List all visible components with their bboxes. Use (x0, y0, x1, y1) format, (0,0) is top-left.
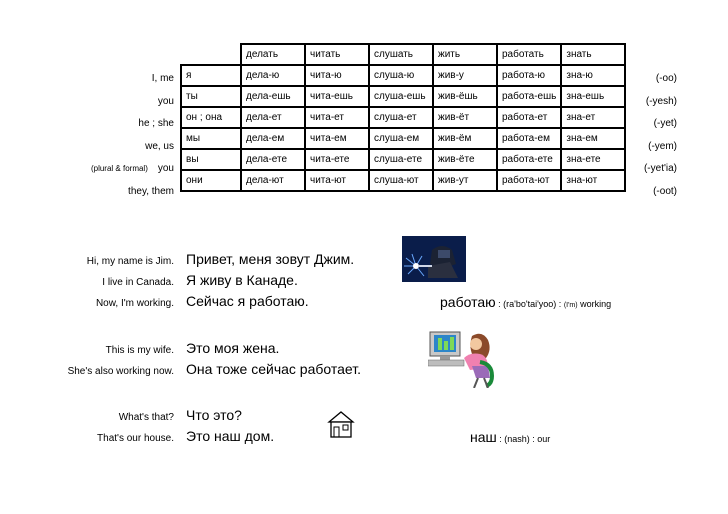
ending-pronunciation: (-yet'ia) (643, 163, 677, 174)
plural-formal-note: (plural & formal) (90, 164, 148, 173)
russian-sentence: Я живу в Канаде. (186, 272, 298, 288)
english-sentence: What's that? (118, 412, 174, 423)
russian-sentence: Это наш дом. (186, 428, 275, 444)
verb-form-cell: работа-ют (497, 170, 561, 191)
english-sentence: Hi, my name is Jim. (86, 256, 174, 267)
vocab-im: (I'm) (563, 302, 578, 309)
person-label-formal (91, 163, 174, 174)
verb-form-cell: жив-ём (433, 128, 497, 149)
vocab-word: наш (470, 429, 497, 445)
table-row (181, 86, 625, 107)
verb-form-cell: дела-ете (241, 149, 305, 170)
verb-header: читать (305, 44, 369, 65)
verb-form-cell: слуша-ет (369, 107, 433, 128)
welder-icon (402, 236, 466, 282)
verb-form-cell: зна-ет (561, 107, 625, 128)
table-row (181, 107, 625, 128)
verb-form-cell: дела-ешь (241, 86, 305, 107)
table-row (181, 65, 625, 86)
verb-form-cell: слуша-ю (369, 65, 433, 86)
verb-form-cell: дела-ем (241, 128, 305, 149)
vocab-note-rabotayu (440, 294, 611, 310)
russian-sentence: Привет, меня зовут Джим. (186, 251, 355, 267)
person-label: you (157, 163, 174, 174)
english-sentence: Now, I'm working. (95, 298, 174, 309)
russian-sentence: Это моя жена. (186, 340, 280, 356)
verb-form-cell: зна-ете (561, 149, 625, 170)
verb-header: работать (497, 44, 561, 65)
verb-form-cell: зна-ем (561, 128, 625, 149)
verb-form-cell: жив-ут (433, 170, 497, 191)
ending-pronunciation: (-yem) (648, 141, 677, 152)
verb-form-cell: чита-ешь (305, 86, 369, 107)
person-label: we, us (145, 141, 174, 152)
english-sentence: This is my wife. (105, 345, 174, 356)
verb-form-cell: зна-ю (561, 65, 625, 86)
pronoun-cell: ты (181, 86, 241, 107)
verb-header-row (181, 44, 625, 65)
vocab-meaning: working (577, 299, 612, 309)
verb-form-cell: работа-ешь (497, 86, 561, 107)
verb-form-cell: жив-ёт (433, 107, 497, 128)
verb-form-cell: жив-у (433, 65, 497, 86)
verb-form-cell: чита-ете (305, 149, 369, 170)
vocab-note-nash (470, 429, 550, 445)
verb-form-cell: слуша-ете (369, 149, 433, 170)
verb-header: знать (561, 44, 625, 65)
verb-form-cell: слуша-ешь (369, 86, 433, 107)
ending-pronunciation: (-yesh) (645, 96, 677, 107)
verb-form-cell: дела-ют (241, 170, 305, 191)
person-label: you (157, 96, 174, 107)
pronoun-cell: мы (181, 128, 241, 149)
person-label: I, me (151, 73, 174, 84)
verb-header: делать (241, 44, 305, 65)
verb-form-cell: жив-ёшь (433, 86, 497, 107)
english-sentence: That's our house. (97, 433, 174, 444)
verb-header: слушать (369, 44, 433, 65)
verb-form-cell: чита-ю (305, 65, 369, 86)
vocab-word: работаю (440, 294, 496, 310)
house-icon (326, 410, 356, 438)
pronoun-cell: вы (181, 149, 241, 170)
computer-user-icon (428, 328, 494, 388)
person-label: they, them (128, 186, 174, 197)
verb-form-cell: зна-ешь (561, 86, 625, 107)
empty-corner (181, 44, 241, 65)
table-row (181, 128, 625, 149)
ending-pronunciation: (-yet) (653, 118, 677, 129)
verb-form-cell: зна-ют (561, 170, 625, 191)
russian-sentence: Она тоже сейчас работает. (186, 361, 361, 377)
person-label: he ; she (138, 118, 174, 129)
table-row (181, 170, 625, 191)
verb-form-cell: чита-ет (305, 107, 369, 128)
pronoun-cell: он ; она (181, 107, 241, 128)
russian-sentence: Сейчас я работаю. (186, 293, 309, 309)
table-row (181, 149, 625, 170)
ending-pronunciation: (-oo) (655, 73, 677, 84)
verb-form-cell: чита-ем (305, 128, 369, 149)
verb-form-cell: жив-ёте (433, 149, 497, 170)
english-sentence: She's also working now. (67, 366, 174, 377)
verb-form-cell: слуша-ют (369, 170, 433, 191)
verb-form-cell: чита-ют (305, 170, 369, 191)
verb-form-cell: дела-ю (241, 65, 305, 86)
verb-form-cell: работа-ем (497, 128, 561, 149)
verb-form-cell: дела-ет (241, 107, 305, 128)
pronoun-cell: я (181, 65, 241, 86)
verb-form-cell: работа-ю (497, 65, 561, 86)
verb-form-cell: работа-ет (497, 107, 561, 128)
vocab-pronunciation: : (ra'bo'tai'yoo) : (495, 299, 564, 309)
conjugation-table (180, 43, 626, 192)
ending-pronunciation: (-oot) (653, 186, 677, 197)
verb-form-cell: работа-ете (497, 149, 561, 170)
vocab-pronunciation: : (nash) : our (496, 434, 551, 444)
pronoun-cell: они (181, 170, 241, 191)
english-sentence: I live in Canada. (102, 277, 174, 288)
verb-header: жить (433, 44, 497, 65)
verb-form-cell: слуша-ем (369, 128, 433, 149)
russian-sentence: Что это? (186, 407, 242, 423)
